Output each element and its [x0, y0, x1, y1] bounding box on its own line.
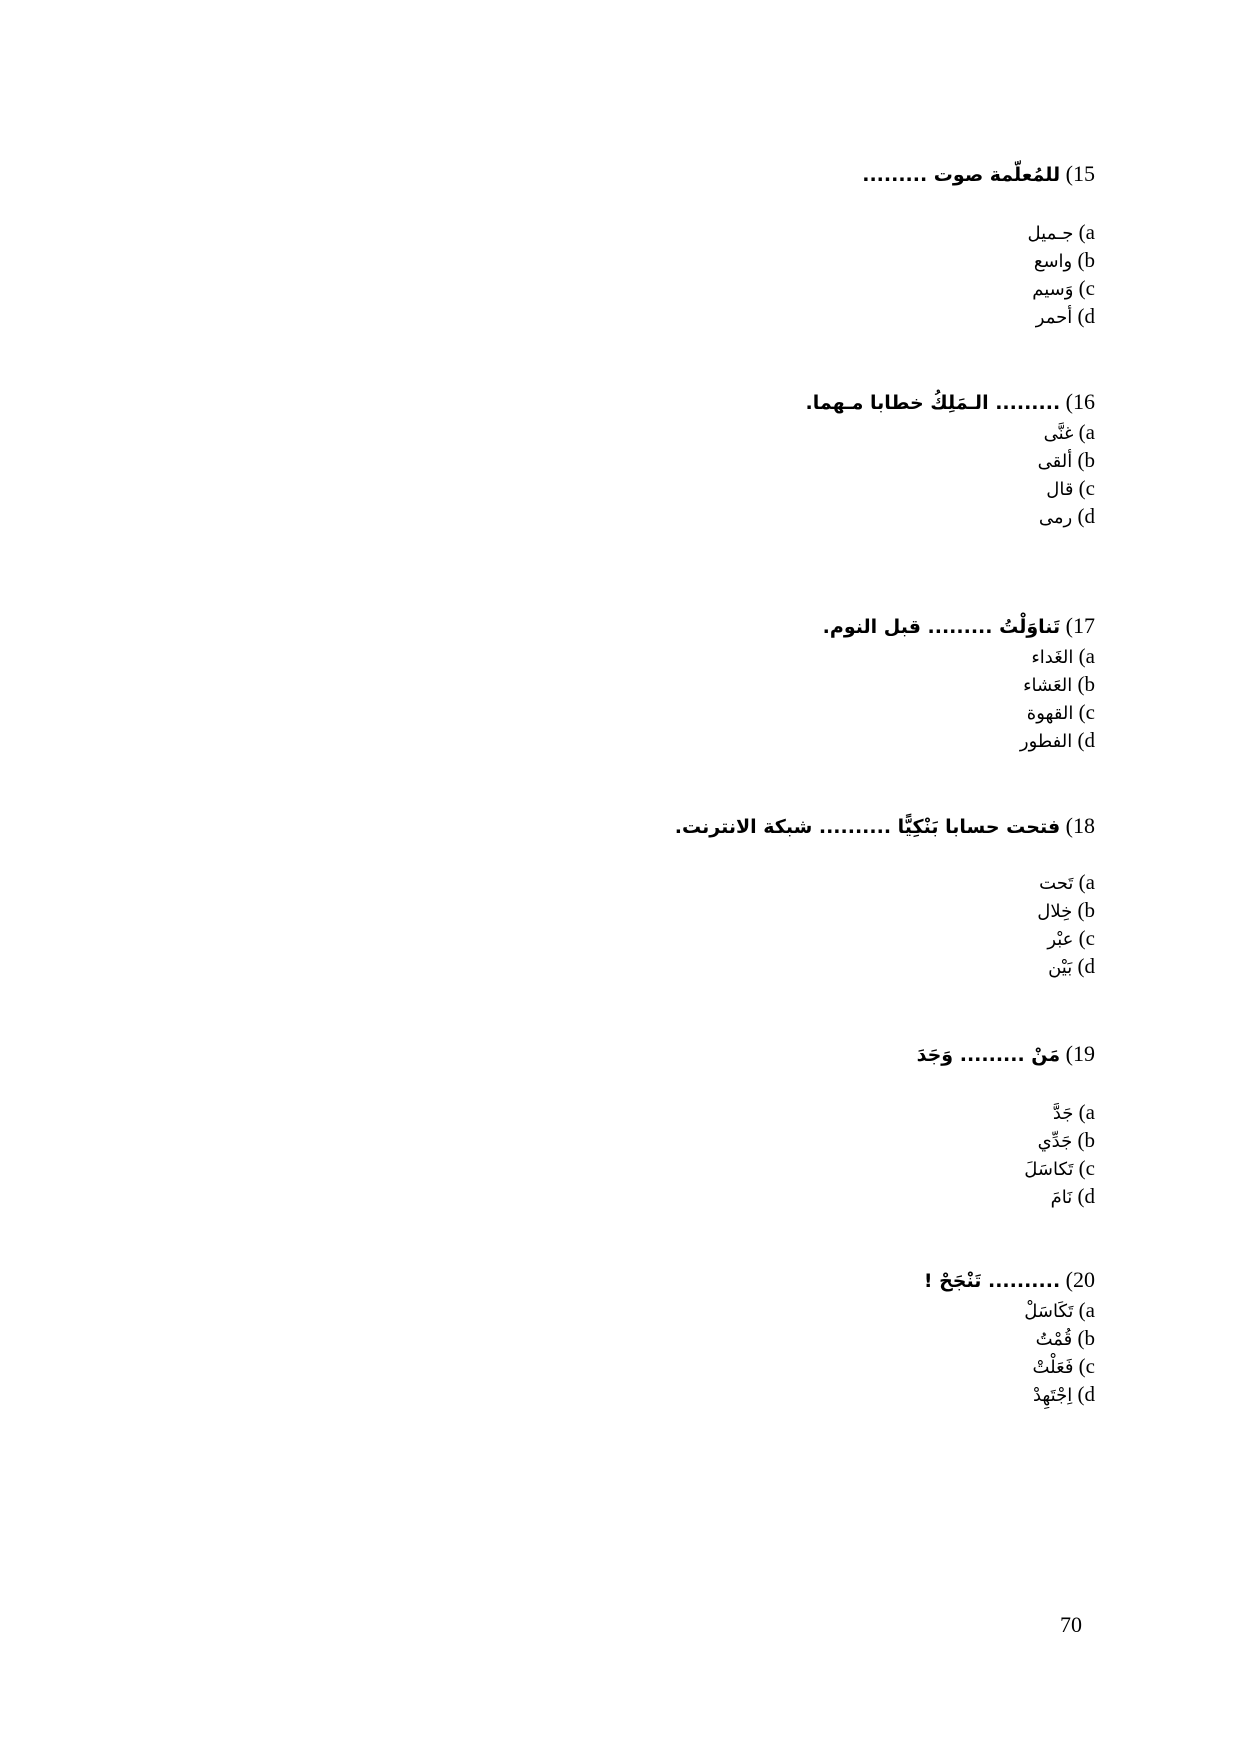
question-number: 18: [1073, 813, 1095, 838]
question-20: 20) .......... تَنْجَحْ !: [923, 1267, 1095, 1292]
question-number: 17: [1073, 613, 1095, 638]
question-number: 16: [1073, 389, 1095, 414]
option-18-a[interactable]: a) تَحت: [1039, 870, 1095, 894]
question-19: 19) مَنْ ......... وَجَدَ: [916, 1041, 1095, 1066]
option-19-c[interactable]: c) تَكاسَلَ: [1024, 1156, 1095, 1180]
question-text: للمُعلّمة صوت .........: [862, 164, 1061, 186]
option-20-b[interactable]: b) قُمْتُ: [1035, 1326, 1095, 1350]
question-number: 19: [1073, 1041, 1095, 1066]
option-20-c[interactable]: c) فَعَلْتْ: [1032, 1354, 1095, 1378]
option-17-b[interactable]: b) العَشاء: [1023, 672, 1095, 696]
option-17-a[interactable]: a) الغَداء: [1031, 644, 1095, 668]
option-19-b[interactable]: b) جَدِّي: [1037, 1128, 1095, 1152]
option-18-b[interactable]: b) خِلال: [1037, 898, 1095, 922]
question-text: .......... تَنْجَحْ !: [923, 1270, 1061, 1292]
question-15: 15) للمُعلّمة صوت .........: [862, 161, 1095, 186]
question-text: فتحت حسابا بَنْكِيًّا .......... شبكة الانترنت.: [674, 816, 1061, 838]
option-16-b[interactable]: b) ألقى: [1037, 448, 1095, 472]
option-15-c[interactable]: c) وَسيم: [1032, 276, 1095, 300]
option-17-c[interactable]: c) القهوة: [1026, 700, 1095, 724]
option-15-d[interactable]: d) أحمر: [1035, 304, 1095, 328]
option-20-a[interactable]: a) تَكَاسَلْ: [1024, 1298, 1095, 1322]
question-17: 17) تَناوَلْتُ ......... قبل النوم.: [822, 613, 1095, 638]
option-19-a[interactable]: a) جَدَّ: [1052, 1100, 1095, 1124]
question-text: مَنْ ......... وَجَدَ: [916, 1044, 1061, 1066]
page-number: 70: [1060, 1612, 1082, 1637]
option-17-d[interactable]: d) الفطور: [1019, 728, 1095, 752]
option-15-b[interactable]: b) واسع: [1033, 248, 1095, 272]
option-18-d[interactable]: d) بَيْن: [1048, 954, 1095, 978]
option-16-a[interactable]: a) غنَّى: [1043, 420, 1095, 444]
question-18: 18) فتحت حسابا بَنْكِيًّا .......... شبكة الانترنت.: [674, 813, 1095, 838]
question-number: 20: [1073, 1267, 1095, 1292]
option-16-c[interactable]: c) قال: [1046, 476, 1095, 500]
question-text: ......... الـمَلِكُ خطابا مـهما.: [805, 392, 1061, 414]
question-text: تَناوَلْتُ ......... قبل النوم.: [822, 616, 1061, 638]
option-16-d[interactable]: d) رمى: [1038, 504, 1095, 528]
option-15-a[interactable]: a) جـميل: [1027, 220, 1095, 244]
question-16: 16) ......... الـمَلِكُ خطابا مـهما.: [805, 389, 1095, 414]
option-19-d[interactable]: d) نَامَ: [1050, 1184, 1095, 1208]
option-20-d[interactable]: d) اِجْتَهِدْ: [1032, 1382, 1095, 1406]
question-number: 15: [1073, 161, 1095, 186]
option-18-c[interactable]: c) عبْر: [1047, 926, 1095, 950]
